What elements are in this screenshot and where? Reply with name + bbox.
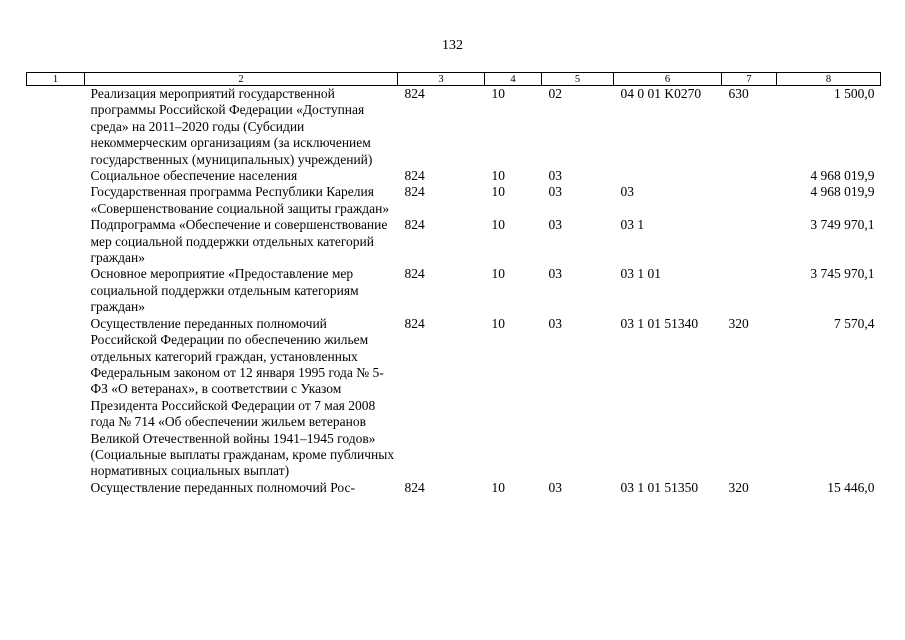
target-article-code: 03 1 01 51350 xyxy=(620,479,699,495)
table-row xyxy=(27,316,881,480)
amount-value: 7 570,4 xyxy=(834,315,875,331)
expense-type-code xyxy=(722,168,777,184)
subsection-code: 03 xyxy=(548,168,562,184)
subsection-code: 03 xyxy=(548,266,562,282)
column-header: 5 xyxy=(542,73,614,86)
section-code: 10 xyxy=(491,315,505,331)
column-number-row xyxy=(27,73,881,86)
table-row xyxy=(27,480,881,496)
section-code: 10 xyxy=(491,479,505,495)
expense-type-code: 630 xyxy=(728,86,749,101)
target-article-code: 03 1 01 xyxy=(620,266,661,282)
section-code: 10 xyxy=(491,266,505,282)
budget-table xyxy=(26,72,881,496)
subsection-code: 02 xyxy=(548,86,562,101)
expense-type-code xyxy=(722,217,777,266)
item-name: Подпрограмма «Обеспечение и совершенствование мер социальной поддержки отдельных категорий граждан» xyxy=(90,217,388,266)
amount-value: 3 745 970,1 xyxy=(810,266,875,282)
expense-type-code xyxy=(722,266,777,315)
table-row xyxy=(27,184,881,217)
ministry-code: 824 xyxy=(404,479,425,495)
row-index-cell xyxy=(27,168,85,184)
ministry-code: 824 xyxy=(404,217,425,233)
section-code: 10 xyxy=(491,184,505,200)
row-index-cell xyxy=(27,217,85,266)
item-name: Основное мероприятие «Предоставление мер социальной поддержки отдельным категориям граждан» xyxy=(90,266,359,315)
ministry-code: 824 xyxy=(404,266,425,282)
table-row xyxy=(27,86,881,169)
expense-type-code xyxy=(722,184,777,217)
ministry-code: 824 xyxy=(404,184,425,200)
item-name: Государственная программа Республики Карелия «Совершенствование социальной защиты граждан» xyxy=(90,184,390,216)
expense-type-code: 320 xyxy=(728,315,749,331)
subsection-code: 03 xyxy=(548,315,562,331)
table-row xyxy=(27,217,881,266)
ministry-code: 824 xyxy=(404,168,425,184)
subsection-code: 03 xyxy=(548,184,562,200)
column-header: 7 xyxy=(722,73,777,86)
section-code: 10 xyxy=(491,168,505,184)
row-index-cell xyxy=(27,480,85,496)
row-index-cell xyxy=(27,316,85,480)
target-article-code: 04 0 01 K0270 xyxy=(620,86,702,101)
amount-value: 15 446,0 xyxy=(827,479,875,495)
expense-type-code: 320 xyxy=(728,479,749,495)
target-article-code: 03 1 01 51340 xyxy=(620,315,699,331)
column-header: 2 xyxy=(85,73,398,86)
item-name: Социальное обеспечение населения xyxy=(90,168,298,184)
amount-value: 4 968 019,9 xyxy=(810,168,875,184)
amount-value: 1 500,0 xyxy=(834,86,875,101)
page-number: 132 xyxy=(442,38,463,53)
ministry-code: 824 xyxy=(404,86,425,101)
row-index-cell xyxy=(27,184,85,217)
column-header: 8 xyxy=(777,73,881,86)
amount-value: 3 749 970,1 xyxy=(810,217,875,233)
subsection-code: 03 xyxy=(548,479,562,495)
column-header: 3 xyxy=(398,73,485,86)
section-code: 10 xyxy=(491,86,505,101)
section-code: 10 xyxy=(491,217,505,233)
ministry-code: 824 xyxy=(404,315,425,331)
item-name: Осуществление переданных полномочий Рос- xyxy=(90,479,356,495)
row-index-cell xyxy=(27,266,85,315)
target-article-code xyxy=(614,168,722,184)
target-article-code: 03 1 xyxy=(620,217,645,233)
item-name: Реализация мероприятий государственной программы Российской Федерации «Доступная среда» на 2011–2020 годы (Субсидии некоммерческим организациям (за исключением государственных (муниципальных) учреждений) xyxy=(90,86,373,167)
row-index-cell xyxy=(27,86,85,169)
subsection-code: 03 xyxy=(548,217,562,233)
table-row xyxy=(27,266,881,315)
column-header: 6 xyxy=(614,73,722,86)
amount-value: 4 968 019,9 xyxy=(810,184,875,200)
column-header: 4 xyxy=(485,73,542,86)
item-name: Осуществление переданных полномочий Российской Федерации по обеспечению жильем отдельных категорий граждан, установленных Федеральным законом от 12 января 1995 года № 5-ФЗ «О ветеранах», в соответствии с Указом Президента Российской Федерации от 7 мая 2008 года № 714 «Об обеспечении жильем ветеранов Великой Отечественной войны 1941–1945 годов» (Социальные выплаты гражданам, кроме публичных нормативных социальных выплат) xyxy=(90,315,395,479)
target-article-code: 03 xyxy=(620,184,634,200)
table-row xyxy=(27,168,881,184)
column-header: 1 xyxy=(27,73,85,86)
